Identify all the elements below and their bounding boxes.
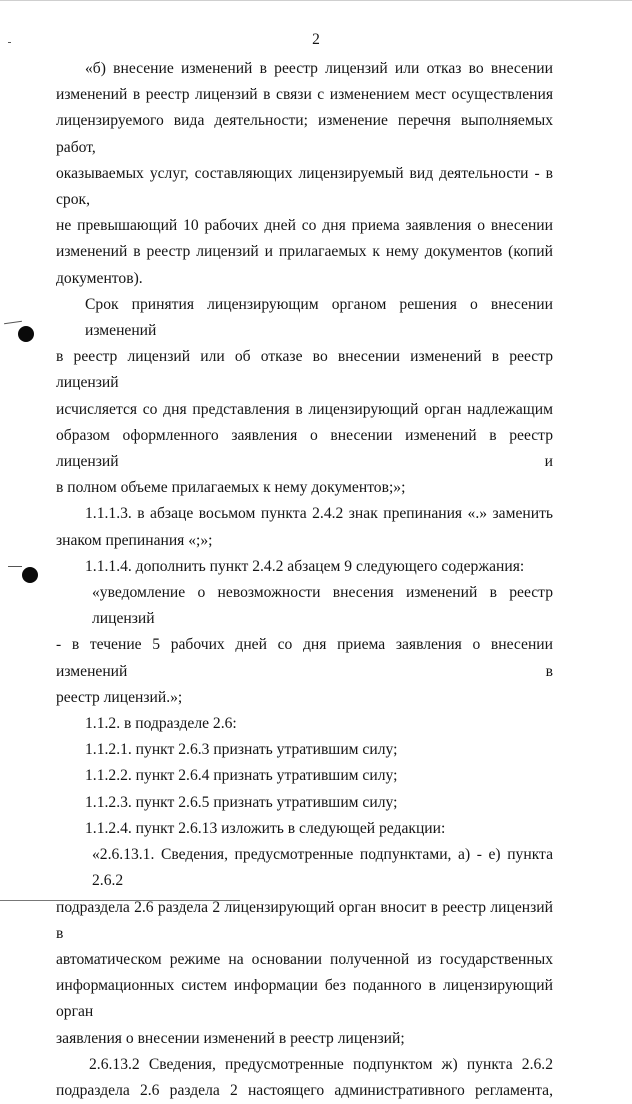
text-line: подраздела 2.6 раздела 2 лицензирующий орган вносит в реестр лицензий в — [56, 898, 553, 942]
scan-top-edge — [0, 0, 632, 1]
text-line: «б) внесение изменений в реестр лицензий или отказ во внесении — [85, 60, 553, 77]
text-line: 1.1.2.2. пункт 2.6.4 признать утратившим силу; — [85, 767, 398, 785]
hole-punch-mark — [22, 567, 38, 583]
text-line: исчисляется со дня представления в лицензирующий орган надлежащим — [56, 400, 553, 418]
text-line: 1.1.2.1. пункт 2.6.3 признать утратившим силу; — [85, 741, 398, 759]
paragraph-1-1-2-4 — [56, 816, 553, 842]
text-line: 1.1.2.4. пункт 2.6.13 изложить в следующей редакции: — [85, 819, 446, 837]
text-line: не превышающий 10 рабочих дней со дня приема заявления о внесении — [56, 217, 553, 235]
text-line: информационных систем информации без поданного в лицензирующий орган — [56, 977, 553, 1021]
text-line: 1.1.1.4. дополнить пункт 2.4.2 абзацем 9 следующего содержания: — [85, 557, 525, 575]
text-line: лицензируемого вида деятельности; изменение перечня выполняемых работ, — [56, 112, 553, 156]
paragraph-item-b — [56, 56, 553, 292]
scan-mark — [4, 321, 22, 324]
paragraph-2-6-13-2 — [56, 1052, 553, 1104]
paragraph-deadline — [56, 292, 553, 502]
text-line: 2.6.13.2 Сведения, предусмотренные подпунктом ж) пункта 2.6.2 — [89, 1055, 553, 1073]
text-line: - в течение 5 рабочих дней со дня приема заявления о внесении изменений в — [56, 636, 553, 680]
text-line: реестр лицензий.»; — [56, 688, 183, 706]
text-line: «уведомление о невозможности внесения изменений в реестр лицензий — [92, 584, 553, 628]
scan-mark — [8, 566, 22, 567]
hole-punch-mark — [18, 326, 34, 342]
text-line: в полном объеме прилагаемых к нему документов;»; — [56, 479, 406, 497]
text-line: автоматическом режиме на основании полученной из государственных — [56, 950, 553, 968]
text-line: заявления о внесении изменений в реестр лицензий; — [56, 1029, 405, 1047]
paragraph-1-1-2-2 — [56, 763, 553, 789]
text-line: «2.6.13.1. Сведения, предусмотренные подпунктами, а) - е) пункта 2.6.2 — [92, 846, 553, 890]
paragraph-1-1-2 — [56, 711, 553, 737]
text-line: оказываемых услуг, составляющих лицензируемый вид деятельности - в срок, — [56, 164, 553, 209]
text-line: 1.1.2. в подразделе 2.6: — [85, 715, 237, 733]
text-line: образом оформленного заявления о внесении изменений в реестр лицензий и — [56, 426, 553, 471]
text-line: Срок принятия лицензирующим органом решения о внесении изменений — [85, 295, 553, 340]
page-number: 2 — [312, 31, 320, 48]
text-line: подраздела 2.6 раздела 2 настоящего административного регламента, — [56, 1081, 553, 1099]
paragraph-1-1-2-1 — [56, 737, 553, 763]
document-body — [56, 56, 553, 1104]
text-line: документов). — [56, 269, 143, 287]
paragraph-2-6-13-1 — [56, 842, 553, 1052]
text-line: в реестр лицензий или об отказе во внесении изменений в реестр лицензий — [56, 348, 553, 392]
paragraph-1-1-1-4 — [56, 554, 553, 580]
text-line: изменений в реестр лицензий и прилагаемых к нему документов (копий — [56, 243, 553, 261]
paragraph-notification — [56, 580, 553, 711]
text-line: 1.1.2.3. пункт 2.6.5 признать утратившим силу; — [85, 793, 398, 811]
paragraph-1-1-2-3 — [56, 790, 553, 816]
paragraph-1-1-1-3 — [56, 501, 553, 553]
text-line: 1.1.1.3. в абзаце восьмом пункта 2.4.2 знак препинания «.» заменить — [85, 505, 553, 523]
text-line: знаком препинания «;»; — [56, 531, 213, 549]
text-line: изменений в реестр лицензий в связи с изменением мест осуществления — [56, 86, 553, 104]
